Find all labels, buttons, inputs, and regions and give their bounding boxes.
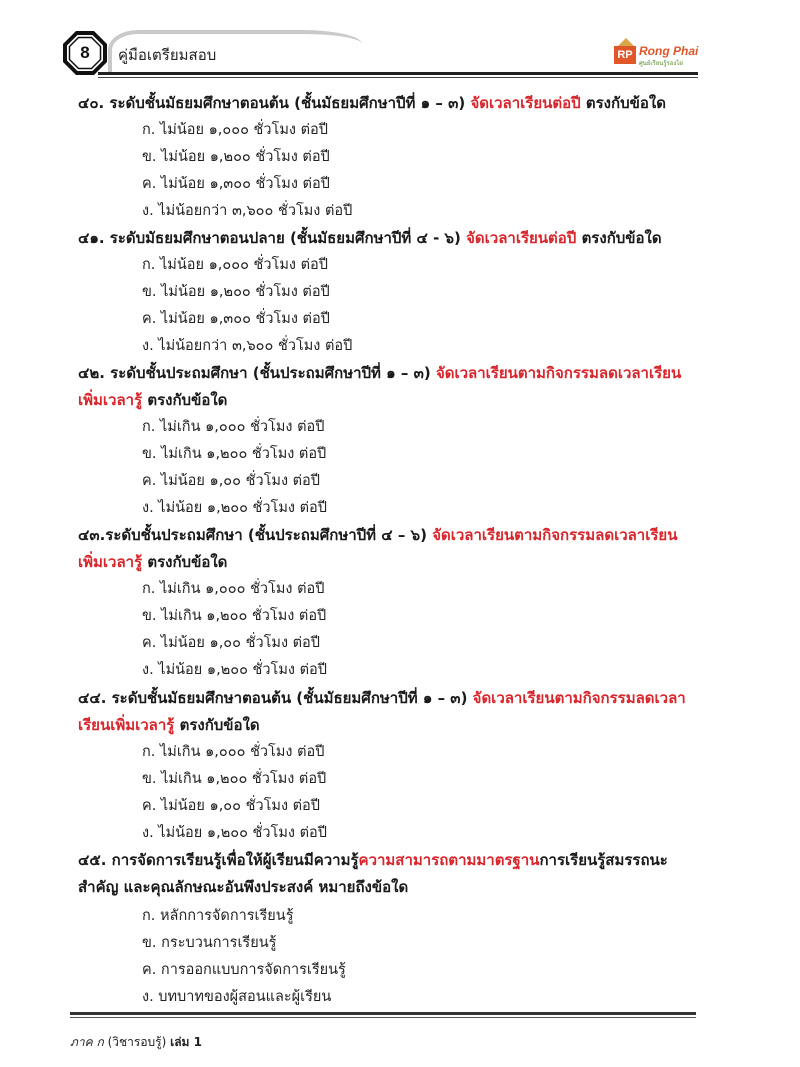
option-d: ง. ไม่น้อย ๑,๒๐๐ ชั่วโมง ต่อปี xyxy=(142,662,327,678)
option-d: ง. ไม่น้อย ๑,๒๐๐ ชั่วโมง ต่อปี xyxy=(142,500,327,516)
option-c: ค. ไม่น้อย ๑,๓๐๐ ชั่วโมง ต่อปี xyxy=(142,311,330,327)
question-text: ตรงกับข้อใด xyxy=(142,391,228,409)
footer-volume: เล่ม 1 xyxy=(170,1035,202,1049)
option-b: ข. ไม่น้อย ๑,๒๐๐ ชั่วโมง ต่อปี xyxy=(142,149,330,165)
question-text: ๔๕. การจัดการเรียนรู้เพื่อให้ผู้เรียนมีความรู้ xyxy=(78,851,359,869)
logo-tagline: ศูนย์เรียนรู้รองไผ่ xyxy=(639,60,683,67)
question-highlight: เพิ่มเวลารู้ xyxy=(78,391,143,409)
option-a: ก. ไม่เกิน ๑,๐๐๐ ชั่วโมง ต่อปี xyxy=(142,419,325,435)
question-highlight: จัดเวลาเรียนตามกิจกรรมลดเวลา xyxy=(472,689,686,707)
option-c: ค. การออกแบบการจัดการเรียนรู้ xyxy=(142,962,346,978)
page-number-badge xyxy=(62,30,108,76)
question-text: ตรงกับข้อใด xyxy=(142,553,228,571)
option-d: ง. บทบาทของผู้สอนและผู้เรียน xyxy=(142,989,332,1005)
question-text: ๔๒. ระดับชั้นประถมศึกษา (ชั้นประถมศึกษาปีที่ ๑ – ๓) xyxy=(78,364,436,382)
question-highlight: เพิ่มเวลารู้ xyxy=(78,553,143,571)
footer-rule xyxy=(70,1012,696,1015)
option-b: ข. ไม่เกิน ๑,๒๐๐ ชั่วโมง ต่อปี xyxy=(142,446,327,462)
header-rule-thin xyxy=(98,77,698,78)
question-44 xyxy=(78,685,718,712)
question-text: ๔๑. ระดับมัธยมศึกษาตอนปลาย (ชั้นมัธยมศึกษาปีที่ ๔ - ๖) xyxy=(78,229,467,247)
option-d: ง. ไม่น้อย ๑,๒๐๐ ชั่วโมง ต่อปี xyxy=(142,825,327,841)
question-highlight: จัดเวลาเรียนตามกิจกรรมลดเวลาเรียน xyxy=(435,364,682,382)
publisher-logo xyxy=(614,36,704,68)
option-a: ก. ไม่เกิน ๑,๐๐๐ ชั่วโมง ต่อปี xyxy=(142,744,325,760)
option-c: ค. ไม่น้อย ๑,๓๐๐ ชั่วโมง ต่อปี xyxy=(142,176,330,192)
question-text: ตรงกับข้อใด xyxy=(576,229,662,247)
question-45 xyxy=(78,847,718,874)
option-a: ก. ไม่เกิน ๑,๐๐๐ ชั่วโมง ต่อปี xyxy=(142,581,325,597)
question-text: ๔๓.ระดับชั้นประถมศึกษา (ชั้นประถมศึกษาปีที่ ๔ – ๖) xyxy=(78,526,433,544)
option-d: ง. ไม่น้อยกว่า ๓,๖๐๐ ชั่วโมง ต่อปี xyxy=(142,338,353,354)
option-a: ก. ไม่น้อย ๑,๐๐๐ ชั่วโมง ต่อปี xyxy=(142,257,328,273)
logo-roof-icon xyxy=(618,38,634,46)
question-text: ๔๐. ระดับชั้นมัธยมศึกษาตอนต้น (ชั้นมัธยมศึกษาปีที่ ๑ – ๓) xyxy=(78,94,471,112)
question-text: สำคัญ และคุณลักษณะอันพึงประสงค์ หมายถึงข้อใด xyxy=(78,878,409,896)
option-b: ข. ไม่เกิน ๑,๒๐๐ ชั่วโมง ต่อปี xyxy=(142,608,327,624)
question-highlight: จัดเวลาเรียนต่อปี xyxy=(466,229,577,247)
question-40 xyxy=(78,90,718,117)
question-43-line-2 xyxy=(78,549,718,576)
option-c: ค. ไม่น้อย ๑,๐๐ ชั่วโมง ต่อปี xyxy=(142,473,320,489)
question-highlight: เรียนเพิ่มเวลารู้ xyxy=(78,716,175,734)
option-a: ก. ไม่น้อย ๑,๐๐๐ ชั่วโมง ต่อปี xyxy=(142,122,328,138)
question-45-line-2 xyxy=(78,874,718,901)
option-b: ข. กระบวนการเรียนรู้ xyxy=(142,935,277,951)
option-c: ค. ไม่น้อย ๑,๐๐ ชั่วโมง ต่อปี xyxy=(142,635,320,651)
question-44-line-2 xyxy=(78,712,718,739)
question-41 xyxy=(78,225,718,252)
question-43 xyxy=(78,522,718,549)
footer-rule-thin xyxy=(70,1017,696,1018)
option-c: ค. ไม่น้อย ๑,๐๐ ชั่วโมง ต่อปี xyxy=(142,798,320,814)
option-b: ข. ไม่เกิน ๑,๒๐๐ ชั่วโมง ต่อปี xyxy=(142,771,327,787)
question-highlight: จัดเวลาเรียนตามกิจกรรมลดเวลาเรียน xyxy=(432,526,678,544)
question-text: ๔๔. ระดับชั้นมัธยมศึกษาตอนต้น (ชั้นมัธยมศึกษาปีที่ ๑ – ๓) xyxy=(78,689,473,707)
question-42 xyxy=(78,360,718,387)
question-text: ตรงกับข้อใด xyxy=(174,716,260,734)
page-footer xyxy=(70,1033,202,1052)
logo-name: Rong Phai xyxy=(639,44,699,58)
question-text: การเรียนรู้สมรรถนะ xyxy=(539,851,668,869)
footer-part: ภาค ก xyxy=(70,1035,104,1049)
page-header xyxy=(0,0,800,80)
logo-mark: RP xyxy=(614,46,636,64)
footer-subject: (วิชารอบรู้) xyxy=(103,1035,171,1049)
question-42-line-2 xyxy=(78,387,718,414)
question-text: ตรงกับข้อใด xyxy=(580,94,666,112)
question-highlight: ความสามารถตามมาตรฐาน xyxy=(358,851,540,869)
header-rule xyxy=(98,72,698,75)
option-b: ข. ไม่น้อย ๑,๒๐๐ ชั่วโมง ต่อปี xyxy=(142,284,330,300)
option-a: ก. หลักการจัดการเรียนรู้ xyxy=(142,908,294,924)
book-title: คู่มือเตรียมสอบ xyxy=(118,47,217,64)
question-highlight: จัดเวลาเรียนต่อปี xyxy=(470,94,581,112)
page-number: 8 xyxy=(80,43,90,62)
option-d: ง. ไม่น้อยกว่า ๓,๖๐๐ ชั่วโมง ต่อปี xyxy=(142,203,353,219)
